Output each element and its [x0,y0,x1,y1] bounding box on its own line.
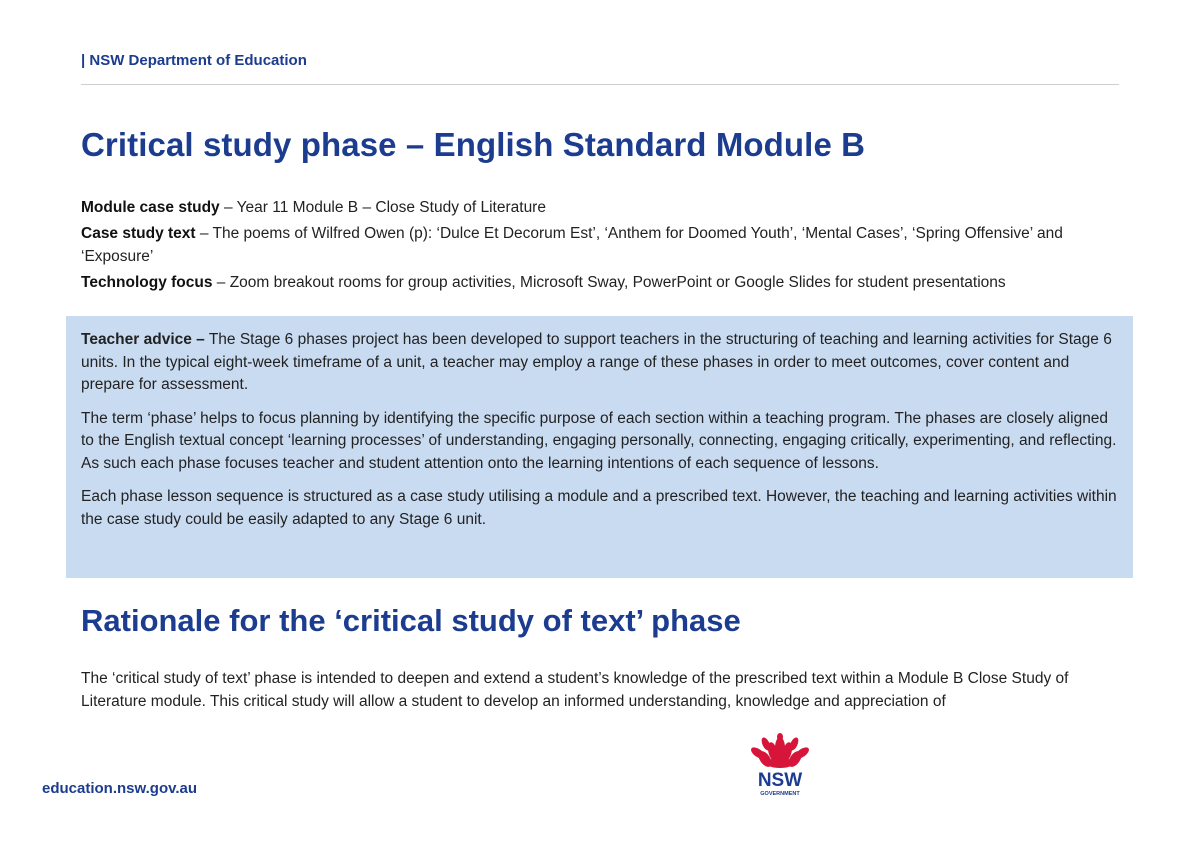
logo-wordmark: NSW [757,770,803,791]
header-divider [81,84,1119,85]
technology-focus-label: Technology focus [81,274,213,291]
advice-paragraph-1-text: The Stage 6 phases project has been developed to support teachers in the structuring of teaching and learning activities for Stage 6 units. In the typical eight-week timeframe of a unit, a teacher may employ a range of these phases in order to meet outcomes, cover content and prepare for assessment. [81,331,1112,393]
advice-paragraph-2: The term ‘phase’ helps to focus planning by identifying the specific purpose of each section within a teaching program. The phases are closely aligned to the English textual concept ‘learning processes’ of understanding, engaging personally, connecting, engaging critically, experimenting, and reflecting. As such each phase focuses teacher and student attention onto the learning intentions of each sequence of lessons. [81,409,1117,472]
rationale-heading: Rationale for the ‘critical study of text’ phase [81,603,741,638]
logo-subtext: GOVERNMENT [760,791,800,797]
rationale-paragraph: The ‘critical study of text’ phase is intended to deepen and extend a student’s knowledge of the prescribed text within a Module B Close Study of Literature module. This critical study will allow a student to develop an informed understanding, knowledge and appreciation of [81,670,1069,710]
case-study-text-value: – The poems of Wilfred Owen (p): ‘Dulce Et Decorum Est’, ‘Anthem for Doomed Youth’, ‘Mental Cases’, ‘Spring Offensive’ and ‘Exposure’ [81,225,1063,265]
advice-paragraph-1 [81,329,1118,397]
advice-paragraph-3: Each phase lesson sequence is structured as a case study utilising a module and a prescribed text. However, the teaching and learning activities within the case study could be easily adapted to any Stage 6 unit. [81,488,1117,528]
footer-url[interactable]: education.nsw.gov.au [42,780,198,797]
waratah-icon [749,733,811,769]
module-case-study-label: Module case study [81,199,220,216]
module-case-study-line [81,196,1121,219]
module-metadata [81,196,1121,297]
nsw-government-logo [744,733,816,799]
department-header: | NSW Department of Education [81,52,307,69]
case-study-text-label: Case study text [81,225,196,242]
teacher-advice-label: Teacher advice – [81,331,205,348]
page-title: Critical study phase – English Standard Module B [81,126,866,163]
module-case-study-value: – Year 11 Module B – Close Study of Literature [219,199,546,216]
case-study-text-line [81,222,1121,268]
technology-focus-line [81,271,1121,294]
teacher-advice-box [66,316,1133,578]
technology-focus-value: – Zoom breakout rooms for group activities, Microsoft Sway, PowerPoint or Google Slides for student presentations [212,274,1006,291]
